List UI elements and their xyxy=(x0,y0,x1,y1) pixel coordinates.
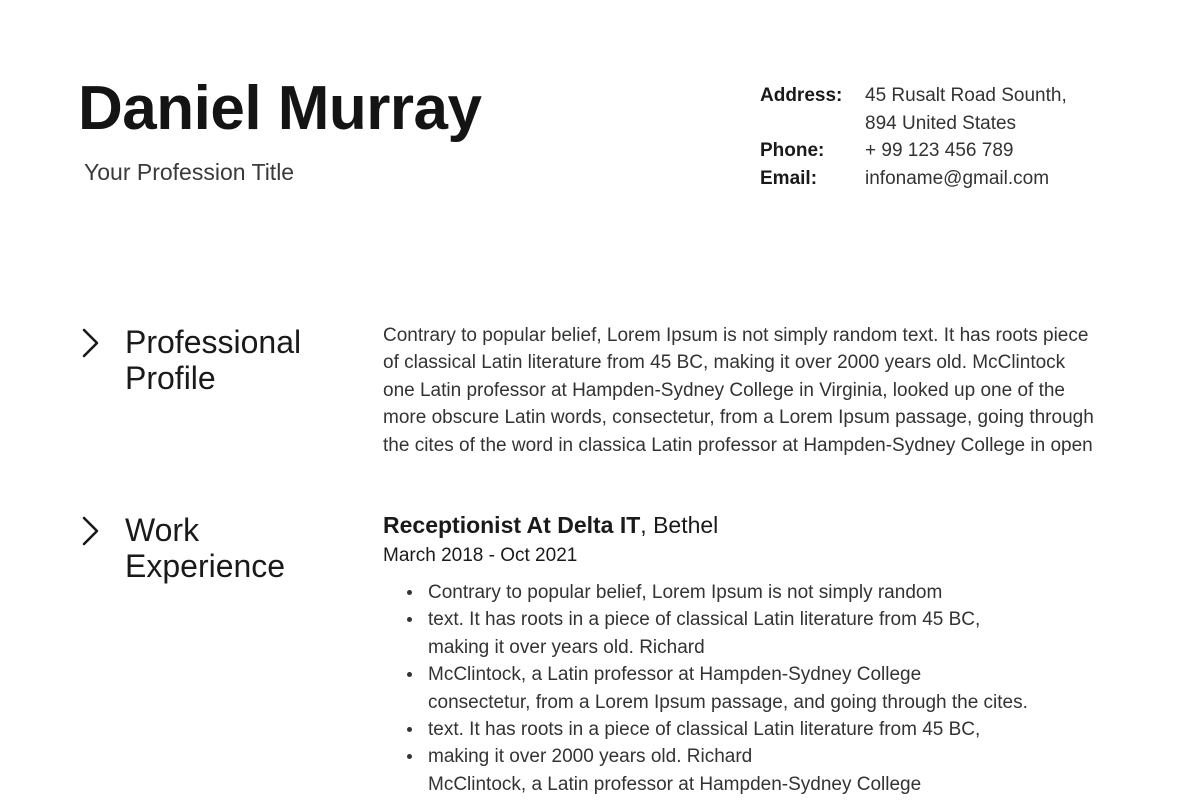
chevron-right-icon xyxy=(78,513,114,549)
job-bullet-item xyxy=(383,716,1143,743)
job-title: Receptionist At Delta IT xyxy=(383,512,641,538)
profile-line: one Latin professor at Hampden-Sydney College in Virginia, looked up one of the xyxy=(383,379,1065,401)
profile-line: more obscure Latin words, consectetur, from a Lorem Ipsum passage, going through xyxy=(383,407,1094,429)
address-line-1: 45 Rusalt Road Sounth, xyxy=(865,85,1067,106)
phone-label: Phone: xyxy=(760,140,825,161)
job-dates: March 2018 - Oct 2021 xyxy=(383,545,578,566)
job-heading xyxy=(383,509,1143,541)
job-bullet-text: text. It has roots in a piece of classical Latin literature from 45 BC, xyxy=(428,609,981,631)
job-bullet-item xyxy=(383,579,1143,606)
bullet-dot-icon xyxy=(407,672,412,677)
chevron-right-icon xyxy=(78,325,114,361)
address-label-spacer xyxy=(760,110,865,138)
section-header-profile xyxy=(78,324,301,396)
profile-paragraph xyxy=(383,322,1123,459)
address-line-2: 894 United States xyxy=(865,112,1017,134)
job-bullet-item xyxy=(383,661,1143,688)
profile-line: Contrary to popular belief, Lorem Ipsum is not simply random text. It has roots piece xyxy=(383,325,1089,346)
job-bullet-item xyxy=(383,634,1143,661)
bullet-dot-icon xyxy=(407,590,412,595)
contact-block xyxy=(760,82,1067,192)
address-label: Address: xyxy=(760,85,843,106)
contact-phone-row xyxy=(760,137,1067,165)
contact-address-row xyxy=(760,82,1067,110)
profile-line: the cites of the word in classica Latin professor at Hampden-Sydney College in open xyxy=(383,434,1093,456)
contact-address-row-2 xyxy=(760,110,1067,138)
section-title-line: Profile xyxy=(125,360,216,396)
job-bullet-text: text. It has roots in a piece of classical Latin literature from 45 BC, xyxy=(428,719,981,741)
job-bullet-item xyxy=(383,771,1143,798)
job-bullet-text: consectetur, from a Lorem Ipsum passage, and going through the cites. xyxy=(428,691,1028,713)
section-title-line: Professional xyxy=(125,324,302,360)
bullet-dot-icon xyxy=(407,754,412,759)
section-header-work xyxy=(78,512,285,584)
phone-value: + 99 123 456 789 xyxy=(865,140,1014,161)
job-bullet-list xyxy=(383,579,1143,798)
job-bullet-item xyxy=(383,606,1143,633)
job-bullet-text: McClintock, a Latin professor at Hampden-Sydney College xyxy=(428,664,922,686)
bullet-dot-icon xyxy=(407,617,412,622)
job-bullet-text: Contrary to popular belief, Lorem Ipsum is not simply random xyxy=(428,582,943,603)
section-title-line: Work xyxy=(125,512,200,548)
job-bullet-item xyxy=(383,743,1143,770)
job-bullet-item xyxy=(383,689,1143,716)
bullet-dot-icon xyxy=(407,727,412,732)
email-value: infoname@gmail.com xyxy=(865,167,1050,189)
profession-title: Your Profession Title xyxy=(84,159,295,185)
contact-email-row xyxy=(760,165,1067,193)
section-title-profile xyxy=(125,324,301,396)
section-title-line: Experience xyxy=(125,548,286,584)
profile-line: of classical Latin literature from 45 BC, making it over 2000 years old. McClintock xyxy=(383,352,1066,374)
person-name: Daniel Murray xyxy=(78,74,482,143)
job-location: , Bethel xyxy=(640,512,719,538)
job-bullet-text: making it over 2000 years old. Richard xyxy=(428,746,753,768)
email-label: Email: xyxy=(760,167,818,189)
job-bullet-text: McClintock, a Latin professor at Hampden-Sydney College xyxy=(428,773,922,795)
job-bullet-text: making it over years old. Richard xyxy=(428,636,705,658)
section-title-work xyxy=(125,512,285,584)
job-entry xyxy=(383,509,1143,798)
